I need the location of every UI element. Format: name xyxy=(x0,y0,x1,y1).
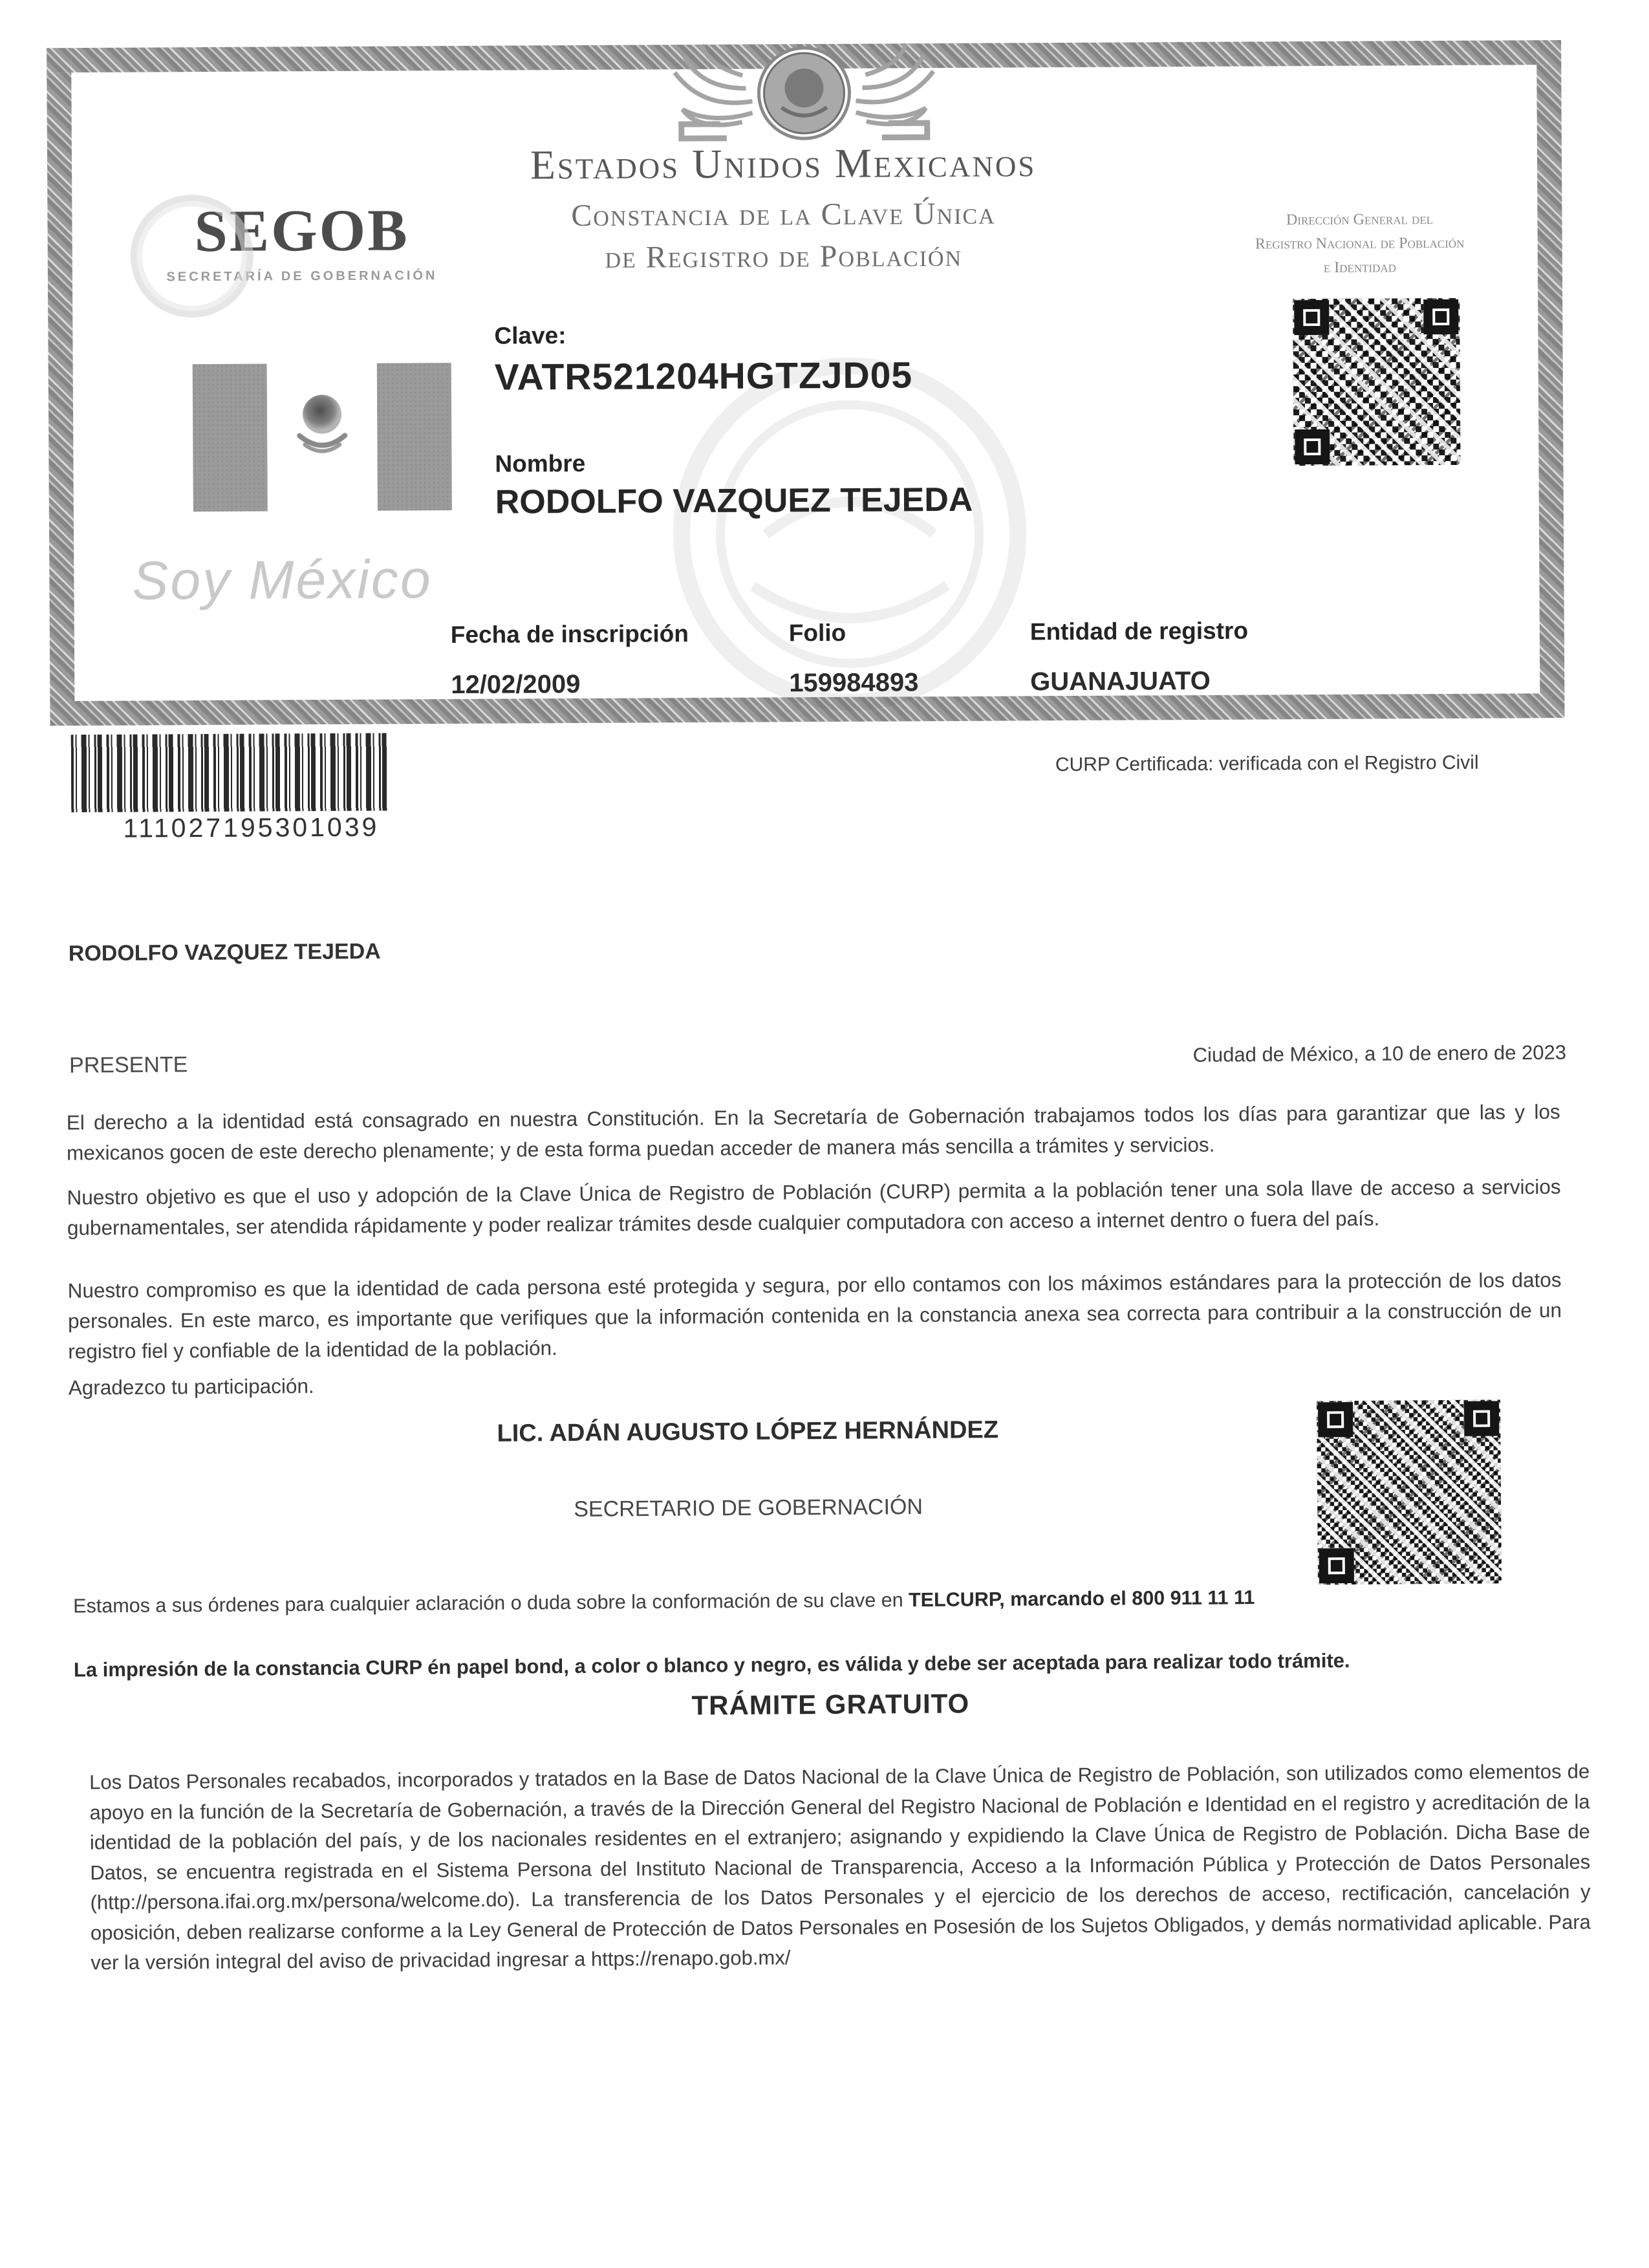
document-title-line1: Constancia de la Clave Única xyxy=(571,196,996,233)
signer-title: SECRETARIO DE GOBERNACIÓN xyxy=(574,1494,923,1522)
qr-code-icon xyxy=(1317,1399,1502,1584)
directorate-line1: Dirección General del xyxy=(1286,211,1434,229)
country-title: Estados Unidos Mexicanos xyxy=(530,139,1037,188)
presente-label: PRESENTE xyxy=(69,1052,188,1078)
privacy-notice: Los Datos Personales recabados, incorporados y tratados en la Base de Datos Nacional de la Clave Única de Registro de Población, son utilizados como elementos de apoyo en la función de la Secretaría de Gobernación, a través de la Dirección General del Registro Nacional de Población e Identidad en el registro y acreditación de la identidad de la población del país, y de los nacionales residentes en el extranjero; asignando y expidiendo la Clave Única de Registro de Población. Dicha Base de Datos, se encuentra registrada en el Sistema Persona del Instituto Nacional de Transparencia, Acceso a la Información Pública y Protección de Datos Personales (http://persona.ifai.org.mx/persona/welcome.do). La transferencia de los Datos Personales y el ejercicio de los derechos de acceso, rectificación, cancelación y oposición, deben realizarse conforme a la Ley General de Protección de Datos Personales en Posesión de los Sujetos Obligados, y demás normatividad aplicable. Para ver la versión integral del aviso de privacidad ingresar a https://renapo.gob.mx/ xyxy=(89,1760,1591,1974)
paragraph-identity-right: El derecho a la identidad está consagrado en nuestra Constitución. En la Secretaría de Gobernación trabajamos todos los días para garantizar que las y los mexicanos gocen de este derecho plenamente; y de esta forma puedan acceder de manera más sencilla a trámites y servicios. xyxy=(66,1099,1560,1165)
curp-certified-note: CURP Certificada: verificada con el Registro Civil xyxy=(1055,751,1479,776)
fecha-inscripcion-value: 12/02/2009 xyxy=(451,669,581,700)
qr-finder-icon xyxy=(1464,1401,1499,1436)
document-title-line2: de Registro de Población xyxy=(605,238,963,275)
free-procedure-title: TRÁMITE GRATUITO xyxy=(691,1688,970,1721)
entidad-registro-label: Entidad de registro xyxy=(1029,617,1249,645)
directorate-line2: Registro Nacional de Población xyxy=(1255,234,1465,253)
soy-mexico-watermark: Soy México xyxy=(132,548,433,611)
nombre-value: RODOLFO VAZQUEZ TEJEDA xyxy=(495,481,973,521)
clave-label: Clave: xyxy=(494,322,566,349)
signer-name: LIC. ADÁN AUGUSTO LÓPEZ HERNÁNDEZ xyxy=(497,1416,999,1447)
barcode-number: 111027195301039 xyxy=(123,812,380,843)
contact-line xyxy=(73,1586,1255,1617)
contact-phone: TELCURP, marcando el 800 911 11 11 xyxy=(908,1586,1255,1612)
letter-recipient: RODOLFO VAZQUEZ TEJEDA xyxy=(68,939,381,966)
contact-plain: Estamos a sus órdenes para cualquier aclaración o duda sobre la conformación de su clave en xyxy=(73,1589,909,1617)
print-validity-note: La impresión de la constancia CURP én papel bond, a color o blanco y negro, es válida y debe ser aceptada para realizar todo trámite. xyxy=(73,1649,1350,1681)
letter-dateline: Ciudad de México, a 10 de enero de 2023 xyxy=(1192,1041,1567,1066)
qr-finder-icon xyxy=(1318,1402,1353,1437)
paragraph-objective: Nuestro objetivo es que el uso y adopción de la Clave Única de Registro de Población (CURP) permita a la población tener una sola llave de acceso a servicios gubernamentales, ser atendida rápidamente y poder realizar trámites desde cualquier computadora con acceso a internet dentro o fuera del país. xyxy=(67,1174,1561,1240)
qr-finder-icon xyxy=(1319,1548,1354,1583)
entidad-registro-value: GUANAJUATO xyxy=(1030,666,1211,697)
clave-value: VATR521204HGTZJD05 xyxy=(494,354,913,398)
fecha-inscripcion-label: Fecha de inscripción xyxy=(450,620,689,649)
directorate-line3: e Identidad xyxy=(1323,259,1397,277)
segob-caption: SECRETARÍA DE GOBERNACIÓN xyxy=(166,268,438,285)
folio-label: Folio xyxy=(788,619,846,647)
nombre-label: Nombre xyxy=(495,449,586,477)
segob-wordmark: SEGOB xyxy=(194,197,409,265)
paragraph-thanks: Agradezco tu participación. xyxy=(68,1374,314,1399)
folio-value: 159984893 xyxy=(789,668,919,698)
paragraph-commitment: Nuestro compromiso es que la identidad de cada persona esté protegida y segura, por ello contamos con los máximos estándares para la protección de los datos personales. En este marco, es importante que verifiques que la información contenida en la constancia anexa sea correcta para contribuir a la construcción de un registro fiel y confiable de la identidad de la población. xyxy=(67,1268,1562,1363)
